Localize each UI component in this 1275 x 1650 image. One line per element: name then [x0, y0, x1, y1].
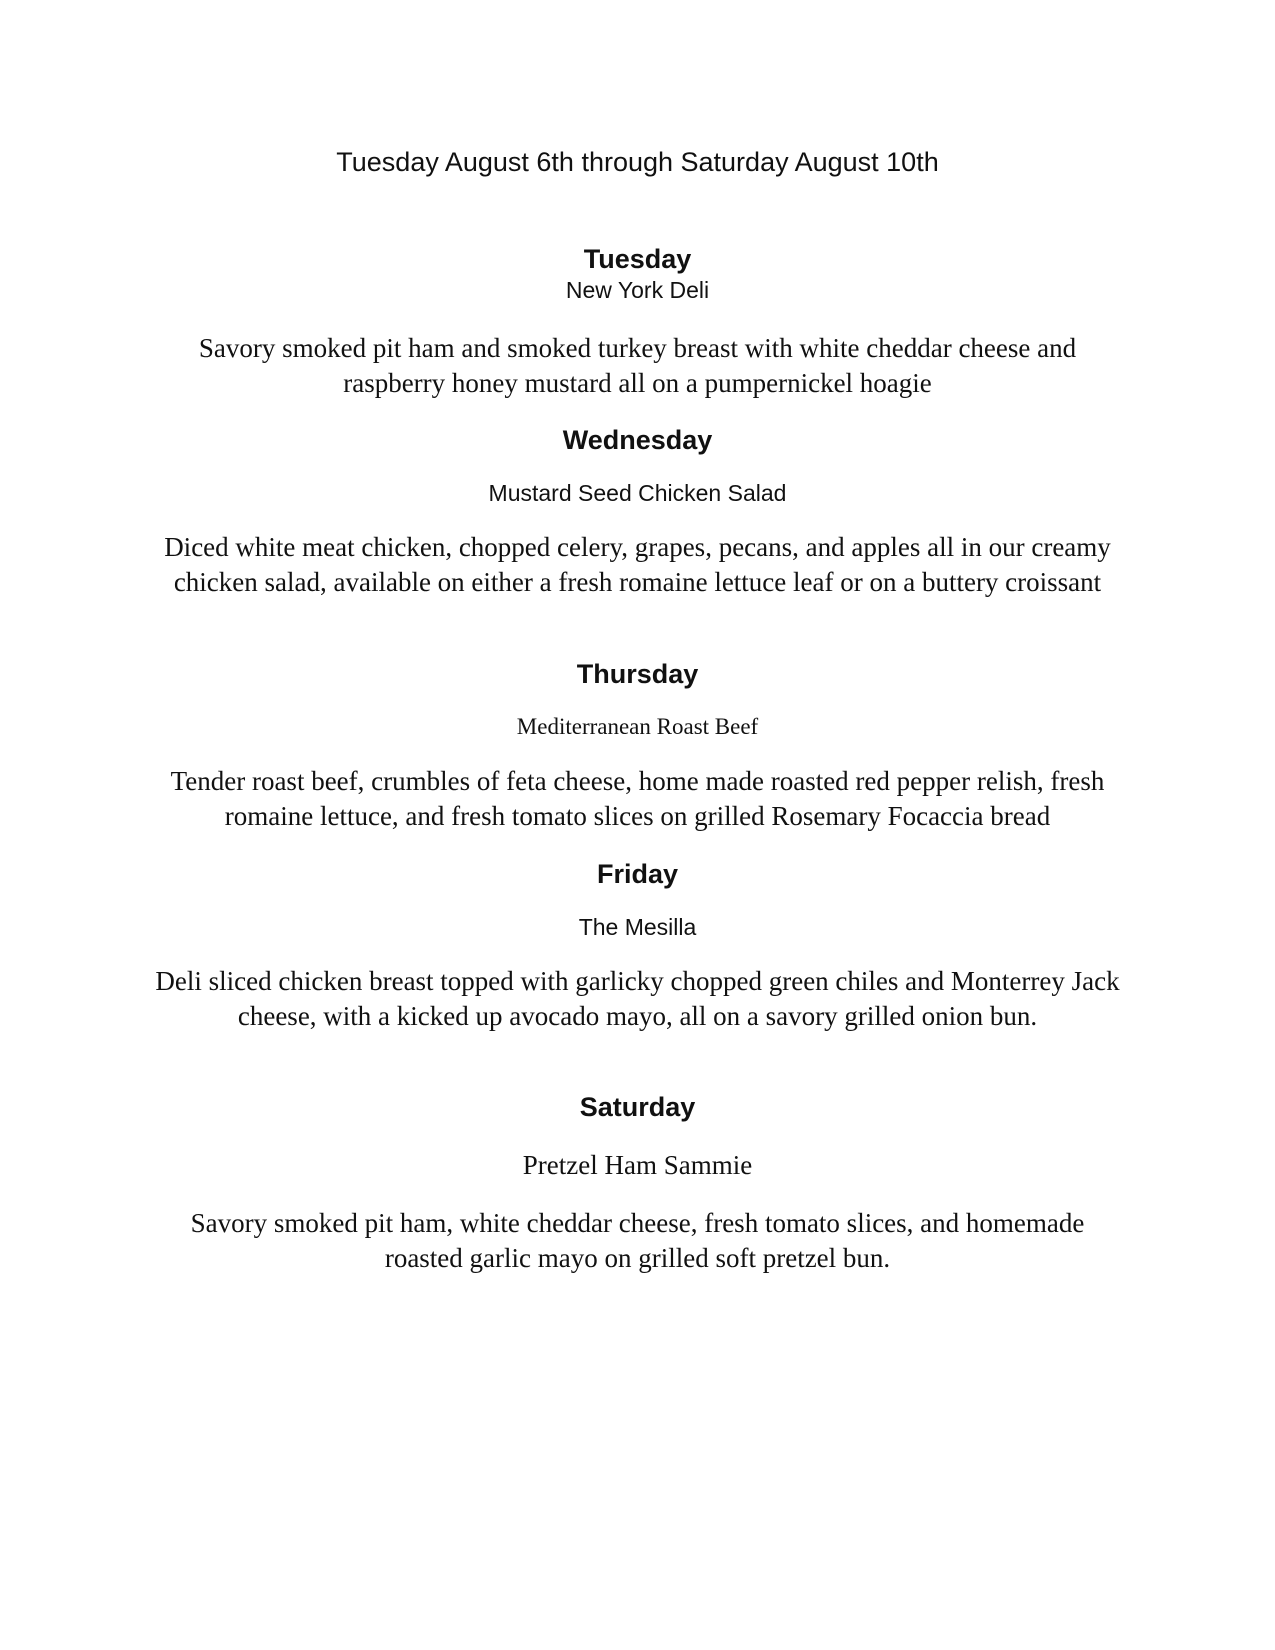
- item-name-saturday: Pretzel Ham Sammie: [522, 1150, 753, 1180]
- item-description-saturday: Savory smoked pit ham, white cheddar cheese, fresh tomato slices, and homemade roasted garlic mayo on grilled soft pretzel bun.: [190, 1208, 1085, 1273]
- date-range-heading: Tuesday August 6th through Saturday August 10th: [336, 147, 939, 177]
- day-heading-friday: Friday: [596, 859, 679, 889]
- item-description-friday: Deli sliced chicken breast topped with garlicky chopped green chiles and Monterrey Jack cheese, with a kicked up avocado mayo, all on a savory grilled onion bun.: [155, 966, 1120, 1031]
- day-heading-thursday: Thursday: [576, 659, 699, 689]
- item-description-thursday: Tender roast beef, crumbles of feta cheese, home made roasted red pepper relish, fresh romaine lettuce, and fresh tomato slices on grilled Rosemary Focaccia bread: [170, 766, 1105, 831]
- item-name-wednesday: Mustard Seed Chicken Salad: [488, 480, 787, 506]
- item-description-tuesday: Savory smoked pit ham and smoked turkey breast with white cheddar cheese and raspberry honey mustard all on a pumpernickel hoagie: [198, 333, 1077, 398]
- item-name-tuesday: New York Deli: [565, 277, 710, 303]
- item-description-wednesday: Diced white meat chicken, chopped celery, grapes, pecans, and apples all in our creamy chicken salad, available on either a fresh romaine lettuce leaf or on a buttery croissant: [164, 532, 1111, 597]
- day-heading-tuesday: Tuesday: [583, 244, 692, 274]
- day-heading-saturday: Saturday: [579, 1092, 696, 1122]
- day-heading-wednesday: Wednesday: [562, 425, 713, 455]
- item-name-friday: The Mesilla: [578, 914, 697, 940]
- item-name-thursday: Mediterranean Roast Beef: [516, 714, 759, 739]
